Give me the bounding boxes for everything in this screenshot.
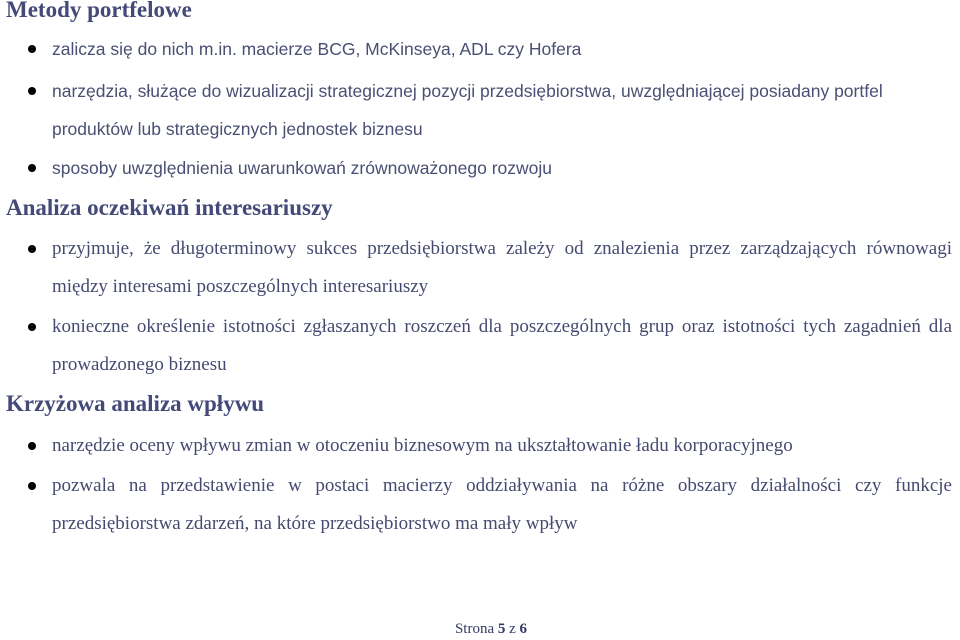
list-item: narzędzie oceny wpływu zmian w otoczeniu biznesowym na ukształtowanie ładu korporacyjnego	[52, 427, 952, 465]
section-heading-analiza-oczekiwan: Analiza oczekiwań interesariuszy	[6, 195, 333, 220]
page-label: Strona	[454, 621, 495, 637]
total-page-count: 6	[519, 621, 528, 637]
page-footer	[0, 621, 960, 638]
section-heading-krzyzowa-analiza: Krzyżowa analiza wpływu	[6, 391, 265, 416]
list-item: pozwala na przedstawienie w postaci macierzy oddziaływania na różne obszary działalności czy funkcje przedsiębiorstwa zdarzeń, na które przedsiębiorstwo ma mały wpływ	[52, 467, 952, 543]
list-item: konieczne określenie istotności zgłaszanych roszczeń dla poszczególnych grup oraz istotności tych zagadnień dla prowadzonego biznesu	[52, 308, 952, 384]
list-item: sposoby uwzględnienia uwarunkowań zrównoważonego rozwoju	[52, 149, 932, 187]
section-heading-metody-portfelowe: Metody portfelowe	[6, 0, 192, 22]
list-item: narzędzia, służące do wizualizacji strategicznej pozycji przedsiębiorstwa, uwzględniającej posiadany portfel produktów lub strategicznych jednostek biznesu	[52, 72, 952, 148]
list-item: przyjmuje, że długoterminowy sukces przedsiębiorstwa zależy od znalezienia przez zarządzających równowagi między interesami poszczególnych interesariuszy	[52, 230, 952, 306]
page-separator: z	[509, 621, 516, 637]
list-item: zalicza się do nich m.in. macierze BCG, McKinseya, ADL czy Hofera	[52, 30, 932, 68]
current-page-number: 5	[497, 621, 506, 637]
